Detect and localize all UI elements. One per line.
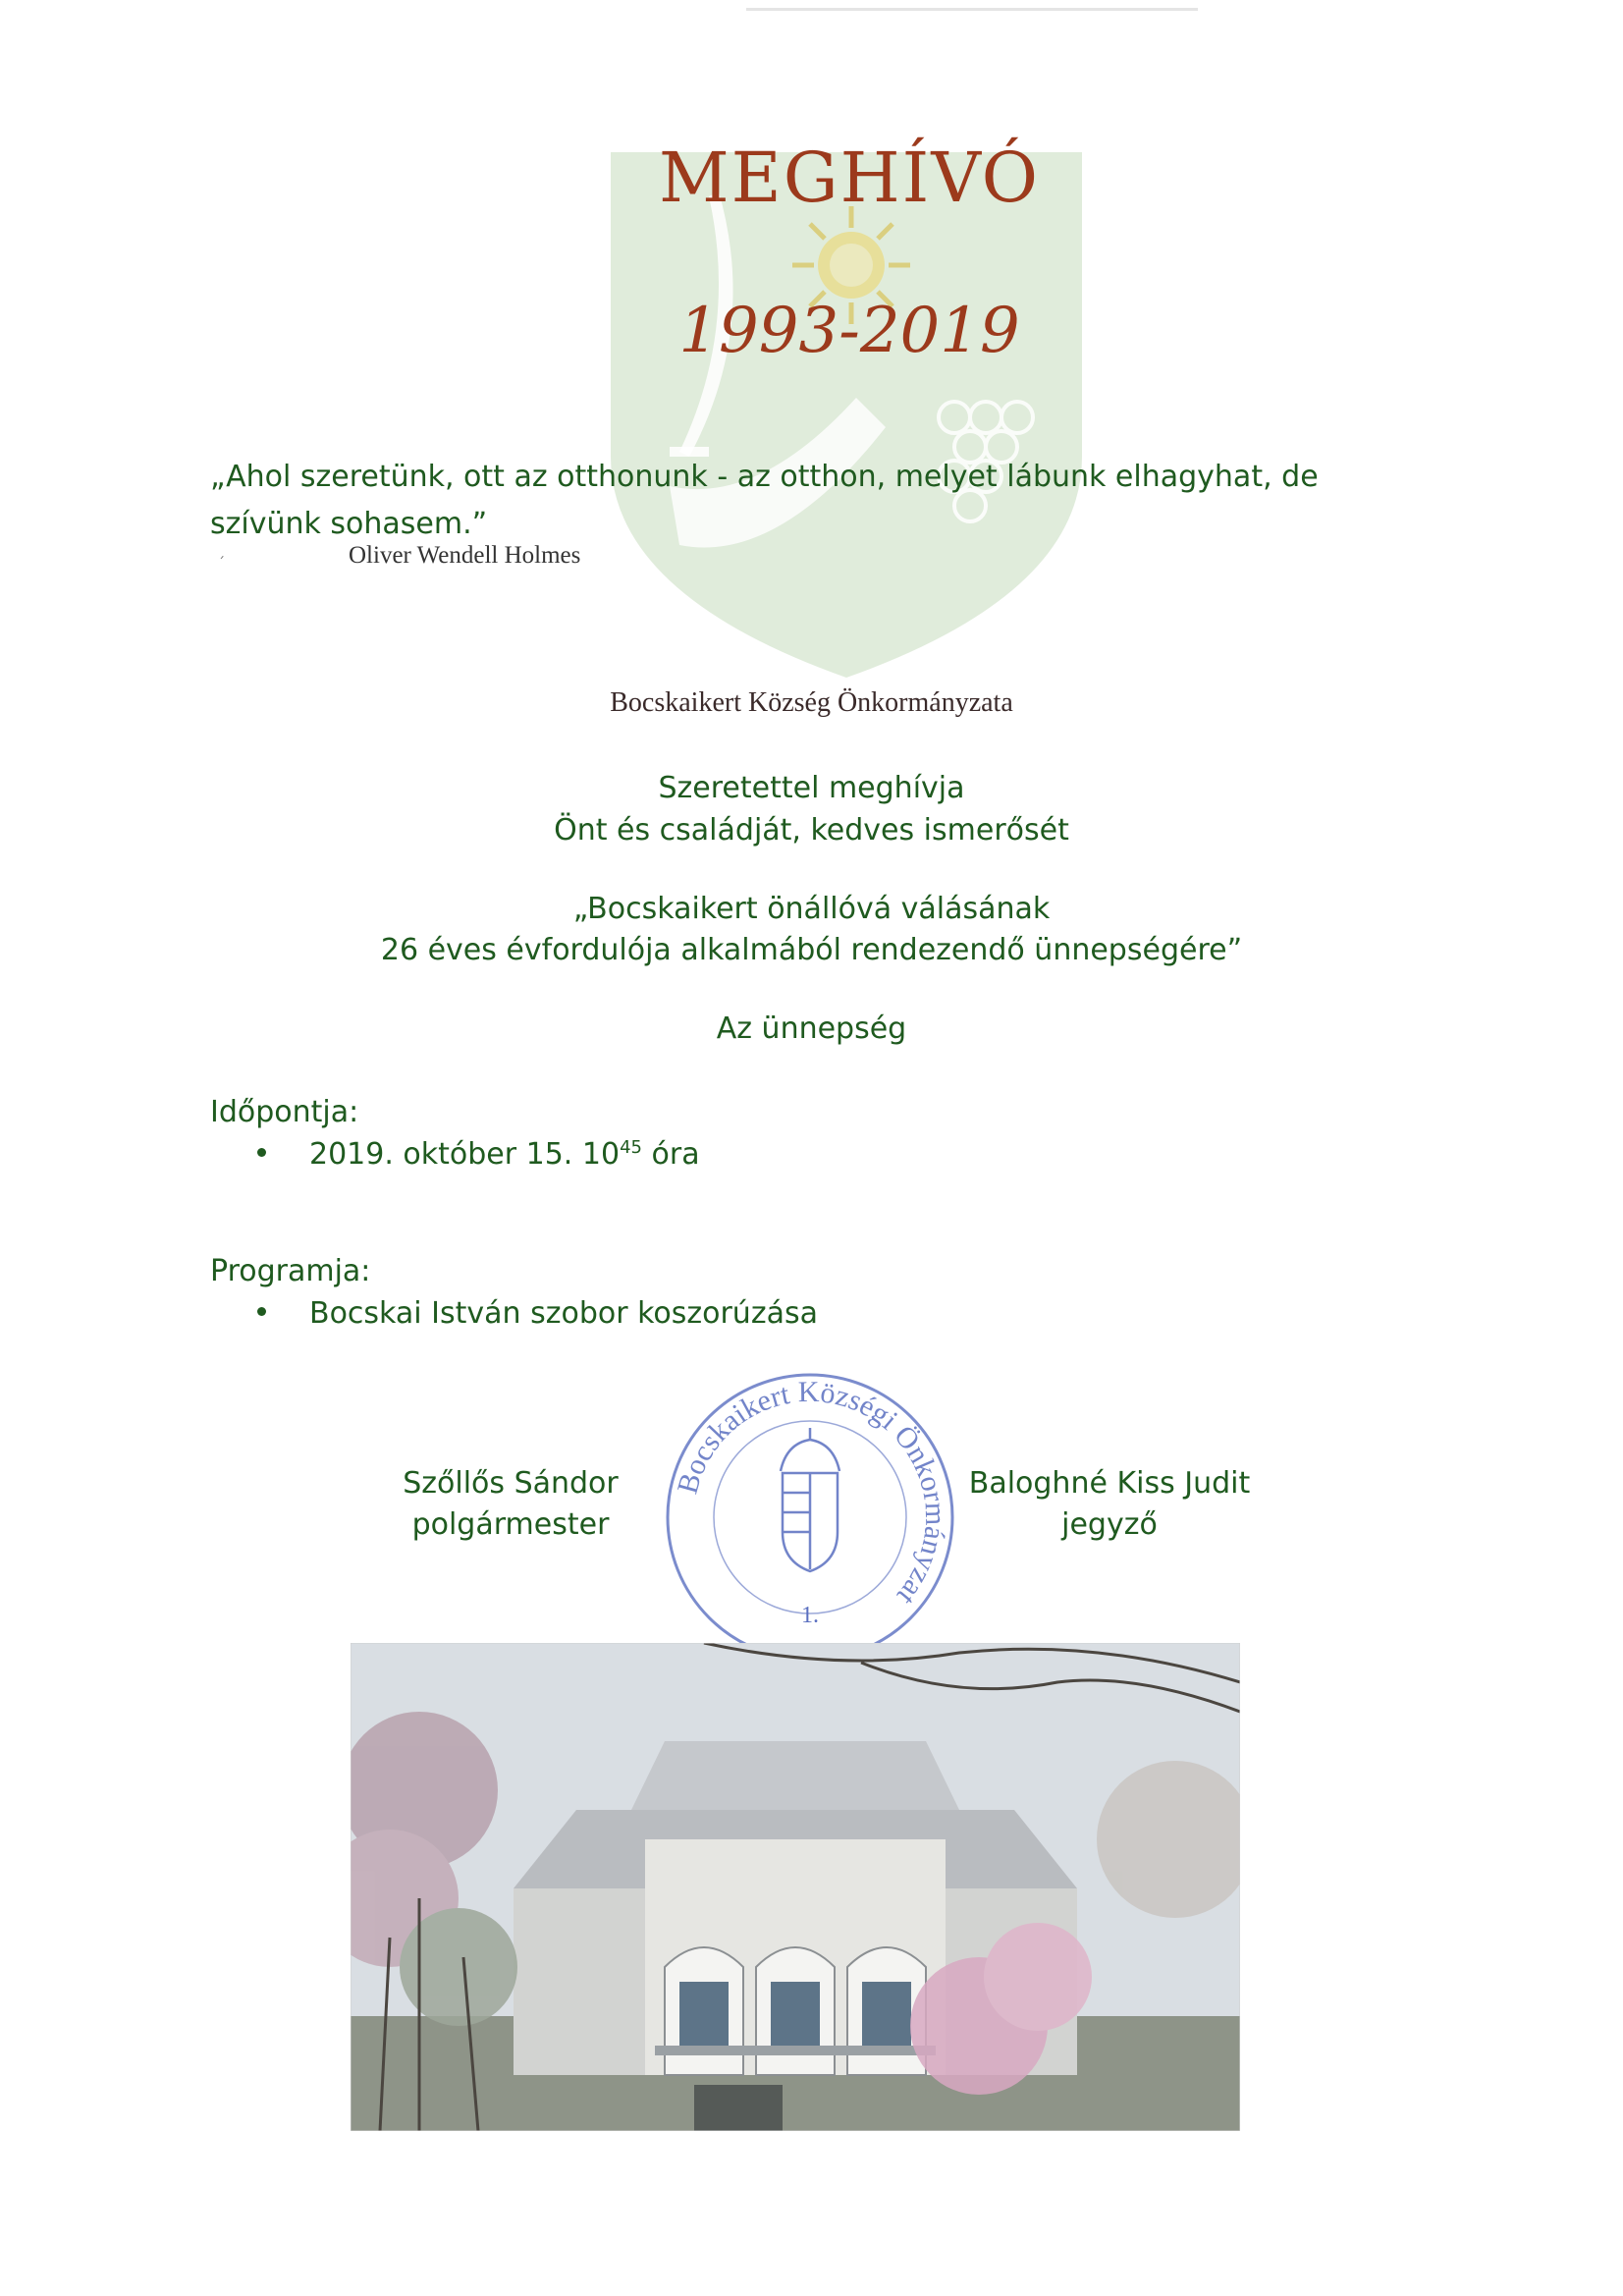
scan-artifact-line (746, 8, 1198, 11)
mayor-name: Szőllős Sándor (403, 1466, 619, 1501)
invite-line-1: Szeretettel meghívja (658, 771, 965, 805)
quote-author: Oliver Wendell Holmes (349, 542, 581, 569)
stamp-ring-text: Bocskaikert Községi Önkormányzat (671, 1375, 952, 1612)
hungarian-coat-of-arms-icon (781, 1428, 839, 1571)
bullet-icon (257, 1148, 266, 1157)
time-label: Időpontja: (210, 1095, 359, 1129)
quote-text: „Ahol szeretünk, ott az otthonunk - az otthon, melyet lábunk elhagyhat, de szívünk sohasem.” (210, 460, 1319, 541)
invite-line-2: Önt és családját, kedves ismerősét (554, 813, 1069, 847)
program-label: Programja: (210, 1254, 371, 1288)
mayor-title: polgármester (411, 1507, 610, 1542)
bullet-icon (257, 1307, 266, 1316)
invite-line-4: 26 éves évfordulója alkalmából rendezendő ünnepségére” (380, 933, 1243, 967)
notary-title: jegyző (1061, 1507, 1158, 1542)
signature-notary (943, 1463, 1276, 1546)
celebration-heading: Az ünnepség (716, 1011, 907, 1046)
official-stamp (658, 1365, 962, 1669)
time-item (257, 1137, 700, 1172)
invitation-title: MEGHÍVÓ (658, 137, 1041, 218)
anniversary-years: 1993-2019 (678, 295, 1020, 367)
signature-mayor (383, 1463, 638, 1546)
stamp-number: 1. (801, 1603, 819, 1628)
program-item (257, 1296, 818, 1331)
program-item-text: Bocskai István szobor koszorúzása (309, 1296, 818, 1331)
time-suffix: óra (641, 1137, 700, 1172)
time-minutes: 45 (620, 1137, 642, 1158)
invite-line-3: „Bocskaikert önállóvá válásának (572, 892, 1051, 926)
notary-name: Baloghné Kiss Judit (968, 1466, 1251, 1501)
scan-mark: ´ (218, 556, 225, 572)
organization-name: Bocskaikert Község Önkormányzata (610, 687, 1013, 718)
time-value: 2019. október 15. 10 (309, 1137, 621, 1172)
town-hall-photo (351, 1643, 1240, 2131)
